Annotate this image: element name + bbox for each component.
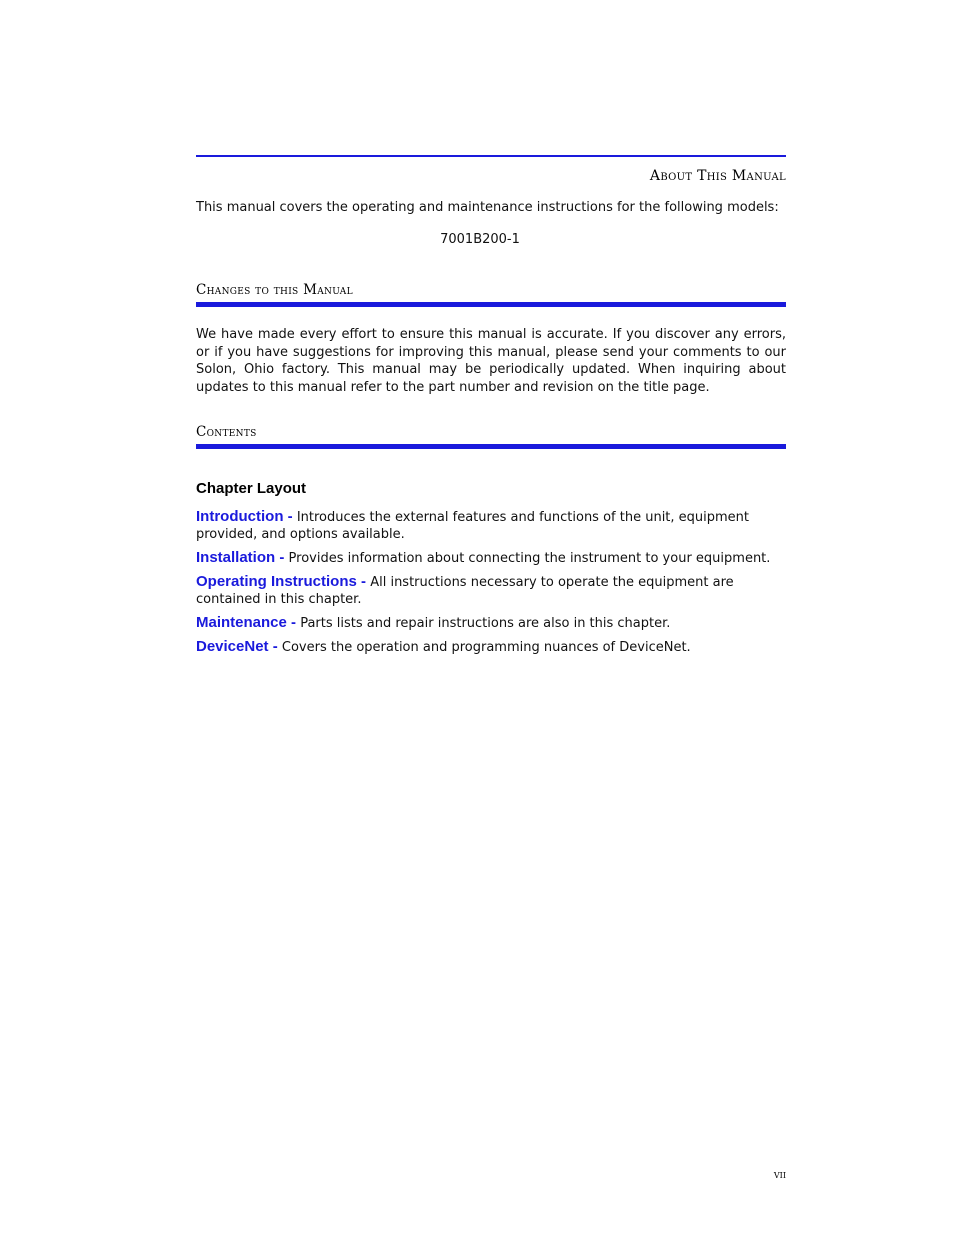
chapter-separator: - [268, 638, 282, 655]
chapter-item-maintenance [196, 614, 786, 632]
chapter-item-devicenet [196, 638, 786, 656]
chapter-item-installation [196, 549, 786, 567]
contents-section-rule [196, 444, 786, 449]
page-number: vii [773, 1168, 786, 1181]
page-header-title: About This Manual [649, 168, 786, 184]
chapter-link-devicenet[interactable]: DeviceNet [196, 638, 269, 655]
changes-paragraph: We have made every effort to ensure this manual is accurate. If you discover any errors, or if you have suggestions for improving this manual, please send your comments to our Solon, Ohio factory. This manual may be periodically updated. When inquiring about updates to this manual refer to the part number and revision on the title page. [196, 327, 786, 395]
chapter-link-introduction[interactable]: Introduction [196, 508, 284, 525]
chapter-description: All instructions necessary to operate the equipment are contained in this chapter. [196, 575, 734, 607]
chapter-description: Parts lists and repair instructions are also in this chapter. [300, 616, 671, 631]
chapter-description: Introduces the external features and functions of the unit, equipment provided, and options available. [196, 510, 750, 542]
chapter-list [196, 508, 786, 662]
chapter-description: Provides information about connecting the instrument to your equipment. [288, 551, 771, 566]
chapter-item-operating-instructions [196, 573, 786, 608]
manual-page [196, 0, 786, 1235]
chapter-item-introduction [196, 508, 786, 543]
chapter-description: Covers the operation and programming nuances of DeviceNet. [281, 640, 691, 655]
model-number: 7001B200-1 [440, 232, 520, 247]
intro-paragraph: This manual covers the operating and maintenance instructions for the following models: [196, 200, 779, 215]
changes-section-heading: Changes to this Manual [196, 282, 353, 298]
chapter-link-operating-instructions[interactable]: Operating Instructions [196, 573, 357, 590]
header-rule [196, 155, 786, 157]
chapter-separator: - [275, 549, 289, 566]
chapter-layout-heading: Chapter Layout [196, 480, 307, 497]
chapter-separator: - [286, 614, 301, 631]
changes-section-rule [196, 302, 786, 307]
contents-section-heading: Contents [196, 424, 257, 440]
chapter-link-installation[interactable]: Installation [196, 549, 276, 566]
chapter-separator: - [283, 508, 297, 525]
chapter-separator: - [356, 573, 371, 590]
chapter-link-maintenance[interactable]: Maintenance [196, 614, 287, 631]
